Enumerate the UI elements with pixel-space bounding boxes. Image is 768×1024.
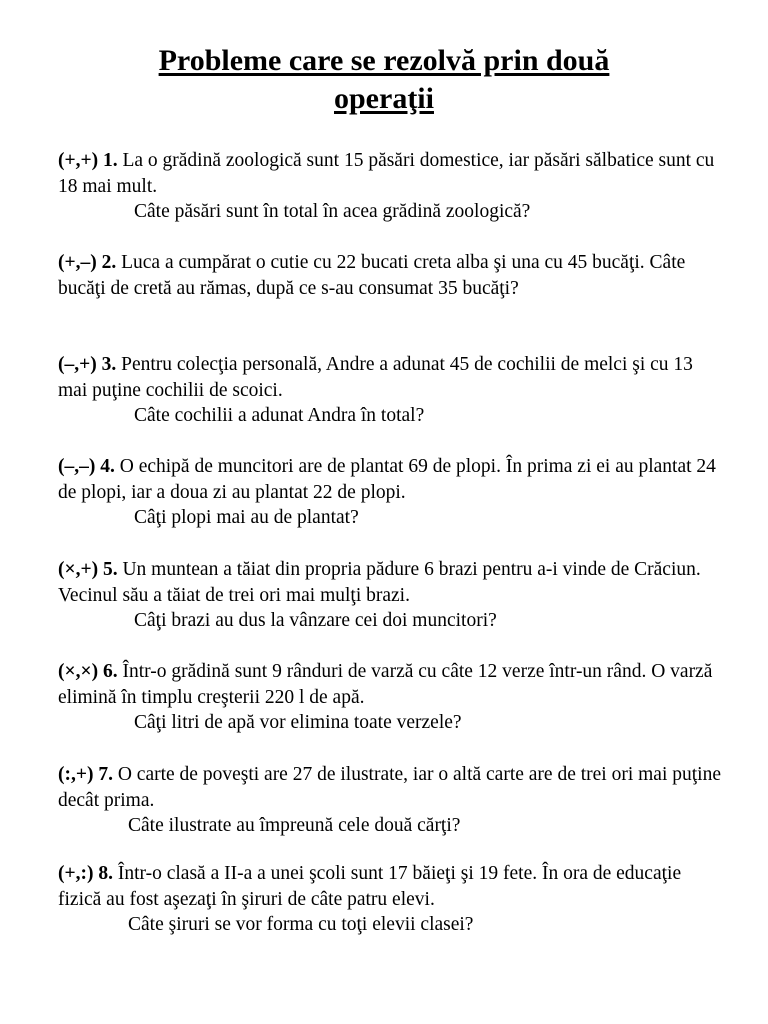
problem-2-text: Luca a cumpărat o cutie cu 22 bucati creta alba şi una cu 45 bucăţi. Câte bucăţi de cretă au rămas, după ce s-au consumat 35 bucăţi? — [58, 252, 686, 299]
page-title — [0, 42, 768, 118]
problem-6-question: Câţi litri de apă vor elimina toate verzele? — [134, 712, 462, 733]
problem-4 — [58, 454, 722, 531]
problem-7-number: 7. — [98, 764, 113, 785]
problem-2 — [58, 250, 722, 301]
title-line-1: Probleme care se rezolvă prin două — [158, 44, 610, 77]
problem-3-operations: (–,+) — [58, 354, 97, 375]
problem-7-operations: (:,+) — [58, 764, 94, 785]
title-line-2: operaţii — [334, 82, 434, 115]
problem-4-text: O echipă de muncitori are de plantat 69 de plopi. În prima zi ei au plantat 24 de plopi, iar a doua zi au plantat 22 de plopi. — [58, 456, 716, 503]
problem-1-question: Câte păsări sunt în total în acea grădină zoologică? — [134, 201, 531, 222]
problem-5 — [58, 557, 722, 634]
problem-7-question: Câte ilustrate au împreună cele două cărţi? — [128, 815, 461, 836]
problem-8 — [58, 861, 722, 938]
problem-1-operations: (+,+) — [58, 150, 99, 171]
problem-6-operations: (×,×) — [58, 661, 99, 682]
problem-6-number: 6. — [102, 661, 118, 682]
problem-8-number: 8. — [98, 863, 113, 884]
problem-2-operations: (+,–) — [58, 252, 97, 273]
problem-8-operations: (+,:) — [58, 863, 94, 884]
problem-6-text: Într-o grădină sunt 9 rânduri de varză cu câte 12 verze într-un rând. O varză elimină în timplu creşterii 220 l de apă. — [58, 661, 713, 708]
problem-8-text: Într-o clasă a II-a a unei şcoli sunt 17 băieţi şi 19 fete. În ora de educaţie fizică au fost aşezaţi în şiruri de câte patru elevi. — [58, 863, 682, 910]
problem-4-question: Câţi plopi mai au de plantat? — [134, 507, 359, 528]
problem-5-question: Câţi brazi au dus la vânzare cei doi muncitori? — [134, 610, 497, 631]
problem-3-number: 3. — [101, 354, 117, 375]
problem-4-operations: (–,–) — [58, 456, 96, 477]
problem-4-number: 4. — [100, 456, 115, 477]
problem-7-text: O carte de poveşti are 27 de ilustrate, iar o altă carte are de trei ori mai puţine decât prima. — [58, 764, 721, 811]
problem-1 — [58, 148, 722, 225]
problem-5-operations: (×,+) — [58, 559, 99, 580]
problem-5-number: 5. — [102, 559, 118, 580]
problem-1-number: 1. — [102, 150, 118, 171]
problem-2-number: 2. — [101, 252, 117, 273]
problem-1-text: La o grădină zoologică sunt 15 păsări domestice, iar păsări sălbatice sunt cu 18 mai mult. — [58, 150, 715, 197]
problem-8-question: Câte şiruri se vor forma cu toţi elevii clasei? — [128, 914, 474, 935]
problem-3-question: Câte cochilii a adunat Andra în total? — [134, 405, 425, 426]
problem-7 — [58, 762, 722, 839]
problem-5-text: Un muntean a tăiat din propria pădure 6 brazi pentru a-i vinde de Crăciun. Vecinul său a tăiat de trei ori mai mulţi brazi. — [58, 559, 701, 606]
problem-6 — [58, 659, 722, 736]
problem-3-text: Pentru colecţia personală, Andre a adunat 45 de cochilii de melci şi cu 13 mai puţine cochilii de scoici. — [58, 354, 693, 401]
problem-3 — [58, 352, 722, 429]
